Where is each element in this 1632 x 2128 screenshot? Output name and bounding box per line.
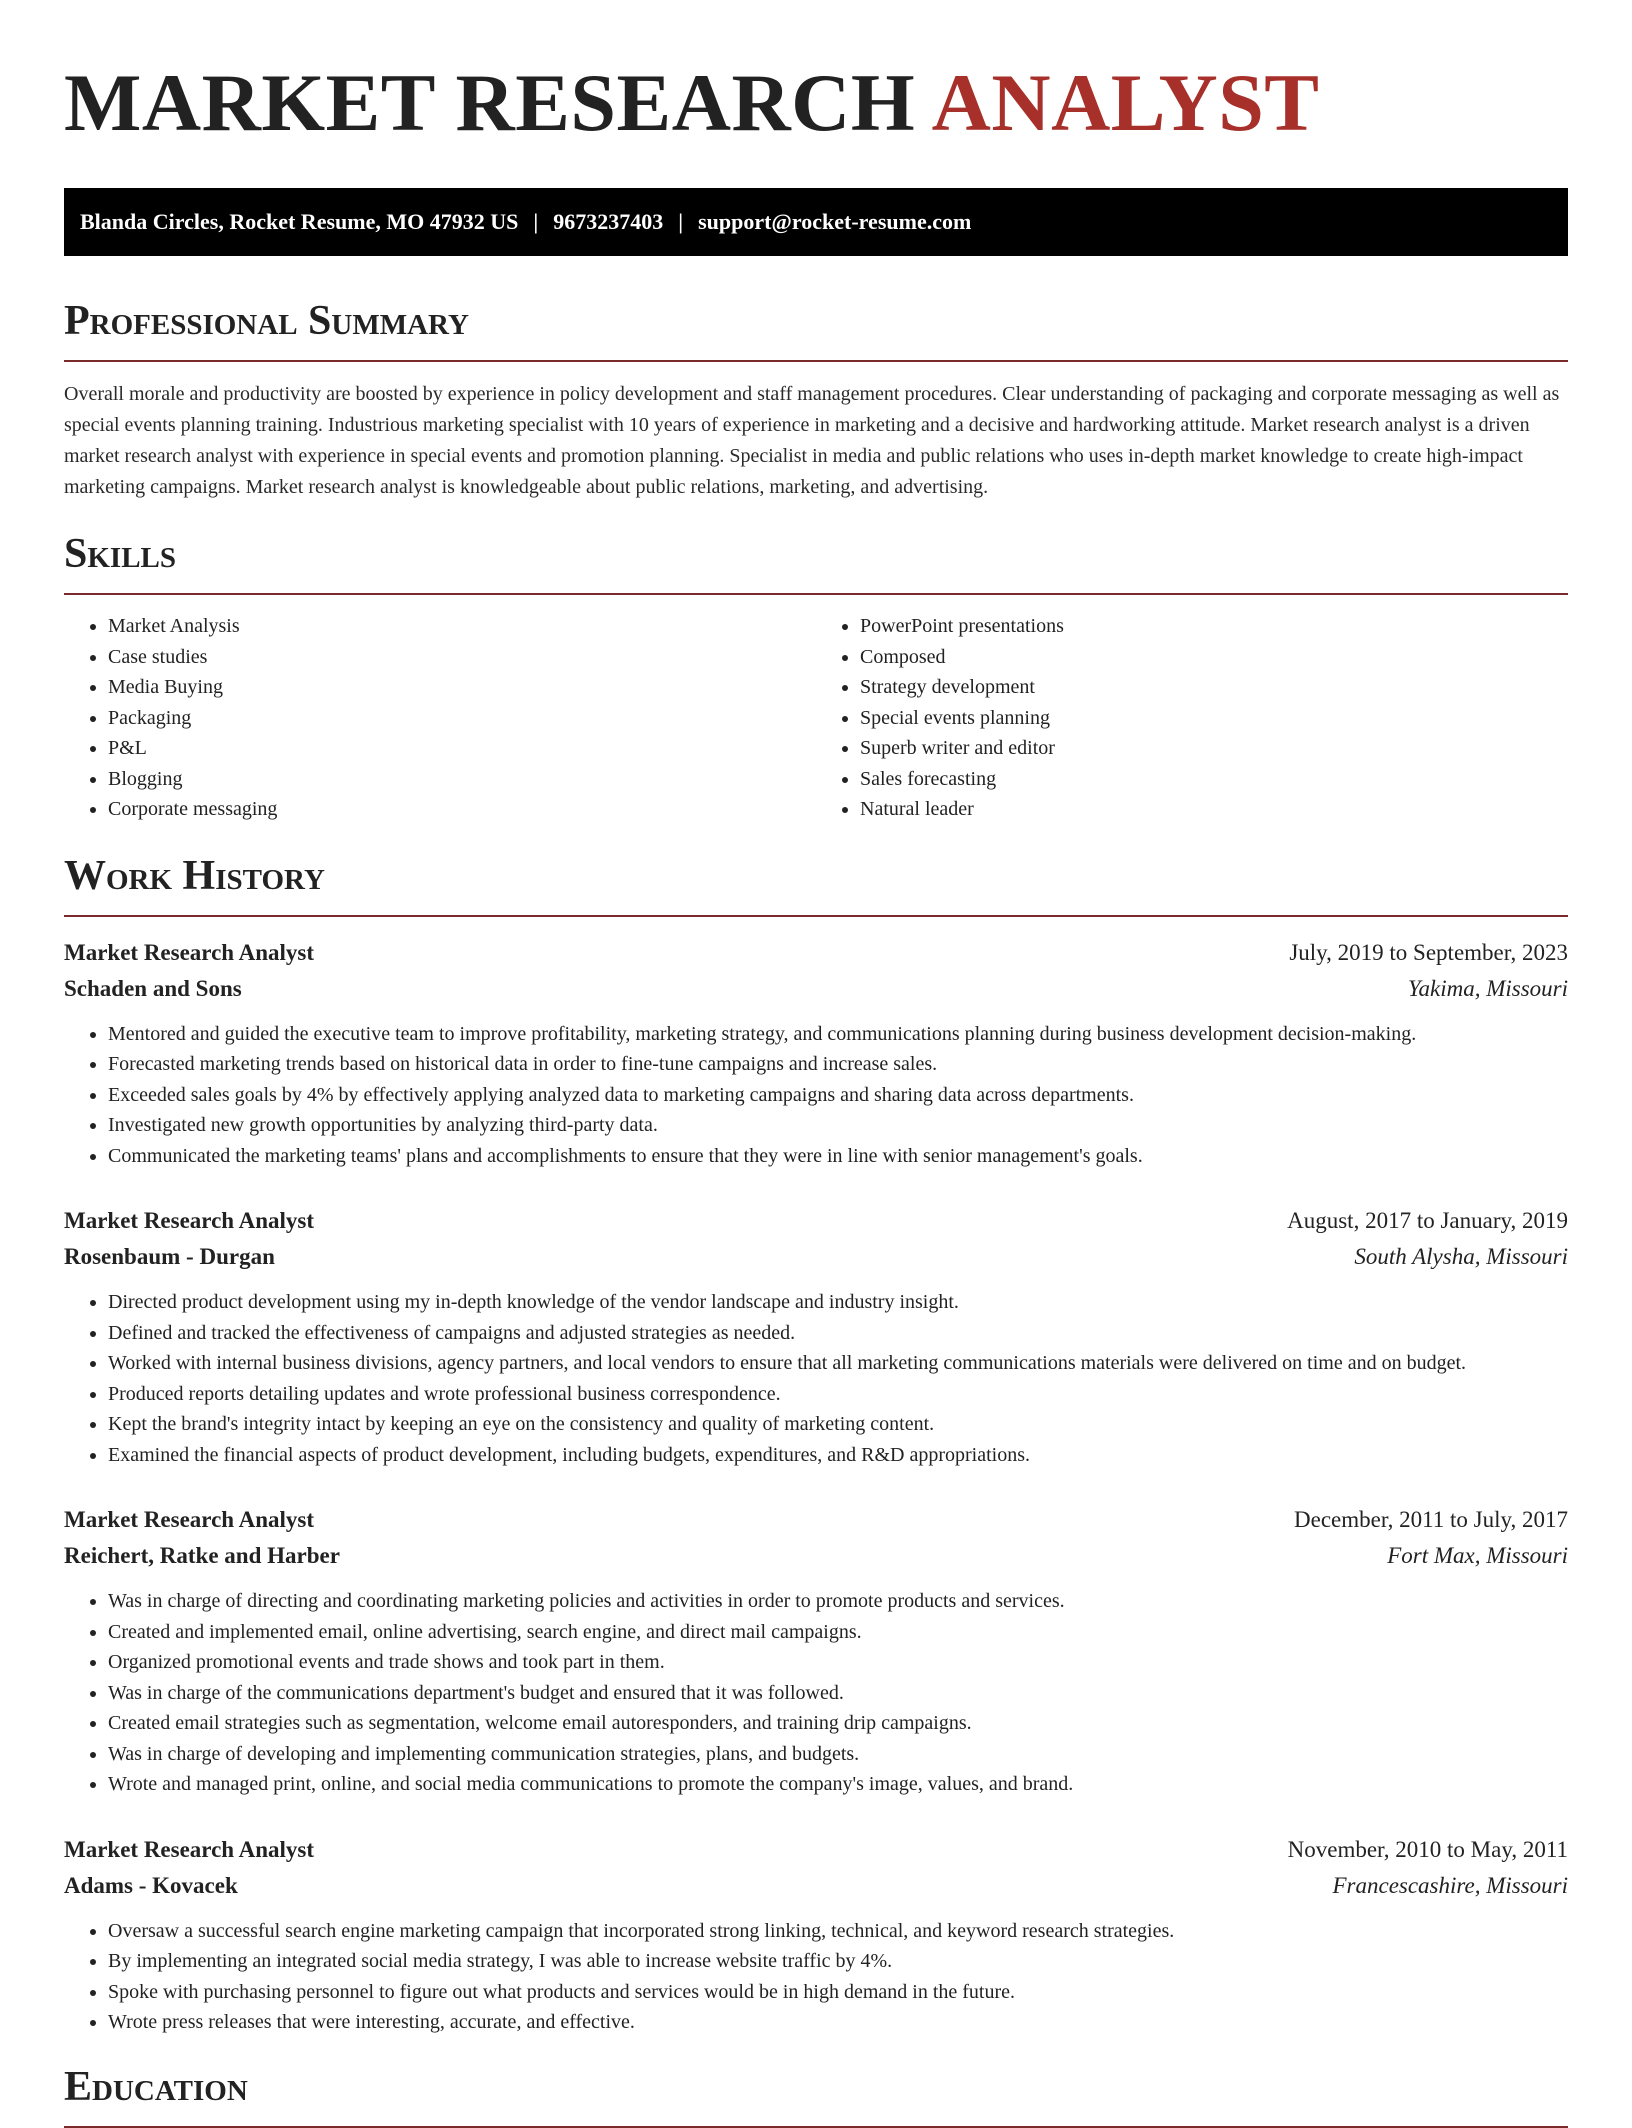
- section-heading-summary: Professional Summary: [64, 296, 1568, 362]
- job-bullet: • By implementing an integrated social media strategy, I was able to increase website traffic by 4%.: [108, 1946, 1568, 1977]
- job-bullet: • Worked with internal business divisions, agency partners, and local vendors to ensure that all marketing communications materials were delivered on time and on budget.: [108, 1348, 1568, 1379]
- job-bullet: • Was in charge of developing and implementing communication strategies, plans, and budgets.: [108, 1739, 1568, 1770]
- contact-phone: 9673237403: [553, 209, 664, 234]
- job-bullets: [64, 1586, 1568, 1800]
- job-dates: December, 2011 to July, 2017: [1294, 1507, 1568, 1532]
- skill-item: • Case studies: [108, 642, 816, 673]
- job-header-row: [64, 1203, 1568, 1239]
- skill-item: • Composed: [860, 642, 1568, 673]
- skill-item: • Media Buying: [108, 672, 816, 703]
- job-bullet: • Exceeded sales goals by 4% by effectively applying analyzed data to marketing campaigns and sharing data across departments.: [108, 1080, 1568, 1111]
- work-history-section: [64, 851, 1568, 2038]
- job-header-row: [64, 935, 1568, 971]
- skills-column-left: [64, 611, 816, 825]
- contact-separator: |: [678, 209, 684, 234]
- job-bullet: • Oversaw a successful search engine marketing campaign that incorporated strong linking, technical, and keyword research strategies.: [108, 1916, 1568, 1947]
- job-subheader-row: [64, 971, 1568, 1007]
- skill-item: • Superb writer and editor: [860, 733, 1568, 764]
- skill-item: • Strategy development: [860, 672, 1568, 703]
- job-bullet: • Defined and tracked the effectiveness of campaigns and adjusted strategies as needed.: [108, 1318, 1568, 1349]
- job-company: Rosenbaum - Durgan: [64, 1244, 275, 1269]
- job-title: Market Research Analyst: [64, 1208, 314, 1233]
- skill-item: • Market Analysis: [108, 611, 816, 642]
- job-title: Market Research Analyst: [64, 1836, 314, 1862]
- job-bullets: [64, 1019, 1568, 1172]
- job-header-row: [64, 1502, 1568, 1538]
- job-bullet: • Produced reports detailing updates and wrote professional business correspondence.: [108, 1379, 1568, 1410]
- job-company: Schaden and Sons: [64, 975, 242, 1001]
- name-last: ANALYST: [931, 57, 1320, 148]
- job-bullet: • Examined the financial aspects of product development, including budgets, expenditures, and R&D appropriations.: [108, 1440, 1568, 1471]
- job-location: Francescashire, Missouri: [1332, 1872, 1568, 1898]
- job-entry: [64, 935, 1568, 1172]
- section-heading-skills: Skills: [64, 529, 1568, 595]
- skill-item: • PowerPoint presentations: [860, 611, 1568, 642]
- job-subheader-row: [64, 1868, 1568, 1904]
- contact-bar: [64, 188, 1568, 256]
- job-header-row: [64, 1832, 1568, 1868]
- job-subheader-row: [64, 1538, 1568, 1574]
- job-bullet: • Was in charge of the communications department's budget and ensured that it was followed.: [108, 1678, 1568, 1709]
- job-bullet: • Created and implemented email, online advertising, search engine, and direct mail campaigns.: [108, 1617, 1568, 1648]
- job-bullet: • Created email strategies such as segmentation, welcome email autoresponders, and training drip campaigns.: [108, 1708, 1568, 1739]
- job-bullet: • Investigated new growth opportunities by analyzing third-party data.: [108, 1110, 1568, 1141]
- summary-section: [64, 296, 1568, 503]
- summary-text: Overall morale and productivity are boosted by experience in policy development and staff management procedures. Clear understanding of packaging and corporate messaging as well as special events planning training. Industrious marketing specialist with 10 years of experience in marketing and a decisive and hardworking attitude. Market research analyst is a driven market research analyst with experience in special events and promotion planning. Specialist in media and public relations who uses in-depth market knowledge to create high-impact marketing campaigns. Market research analyst is knowledgeable about public relations, marketing, and advertising.: [64, 383, 1560, 498]
- job-bullet: • Organized promotional events and trade shows and took part in them.: [108, 1647, 1568, 1678]
- contact-address: Blanda Circles, Rocket Resume, MO 47932 US: [80, 209, 519, 234]
- skill-item: • Natural leader: [860, 794, 1568, 825]
- job-location: Fort Max, Missouri: [1387, 1543, 1568, 1568]
- job-title: Market Research Analyst: [64, 939, 314, 965]
- name-first: MARKET RESEARCH: [64, 57, 916, 148]
- job-company: Reichert, Ratke and Harber: [64, 1543, 340, 1568]
- skill-item: • Corporate messaging: [108, 794, 816, 825]
- job-entry: [64, 1203, 1568, 1470]
- section-heading-education: Education: [64, 2062, 1568, 2128]
- job-dates: August, 2017 to January, 2019: [1287, 1208, 1568, 1233]
- section-heading-work-history: Work History: [64, 851, 1568, 917]
- job-entry: [64, 1502, 1568, 1800]
- job-bullet: • Directed product development using my in-depth knowledge of the vendor landscape and industry insight.: [108, 1287, 1568, 1318]
- job-dates: July, 2019 to September, 2023: [1289, 939, 1568, 965]
- skill-item: • Blogging: [108, 764, 816, 795]
- job-bullet: • Communicated the marketing teams' plans and accomplishments to ensure that they were in line with senior management's goals.: [108, 1141, 1568, 1172]
- candidate-name: [64, 0, 1568, 148]
- job-bullet: • Wrote press releases that were interesting, accurate, and effective.: [108, 2007, 1568, 2038]
- skill-item: • P&L: [108, 733, 816, 764]
- job-dates: November, 2010 to May, 2011: [1287, 1836, 1568, 1862]
- job-bullet: • Mentored and guided the executive team to improve profitability, marketing strategy, and communications planning during business development decision-making.: [108, 1019, 1568, 1050]
- job-title: Market Research Analyst: [64, 1507, 314, 1532]
- job-bullet: • Kept the brand's integrity intact by keeping an eye on the consistency and quality of marketing content.: [108, 1409, 1568, 1440]
- contact-email: support@rocket-resume.com: [698, 209, 972, 234]
- job-location: Yakima, Missouri: [1407, 975, 1568, 1001]
- skill-item: • Special events planning: [860, 703, 1568, 734]
- job-company: Adams - Kovacek: [64, 1872, 238, 1898]
- skills-list: [64, 611, 1568, 825]
- job-bullet: • Forecasted marketing trends based on historical data in order to fine-tune campaigns and increase sales.: [108, 1049, 1568, 1080]
- job-bullet: • Wrote and managed print, online, and social media communications to promote the company's image, values, and brand.: [108, 1769, 1568, 1800]
- skill-item: • Packaging: [108, 703, 816, 734]
- job-bullet: • Spoke with purchasing personnel to figure out what products and services would be in high demand in the future.: [108, 1977, 1568, 2008]
- job-subheader-row: [64, 1239, 1568, 1275]
- skills-column-right: [816, 611, 1568, 825]
- education-section: [64, 2062, 1568, 2128]
- skills-section: [64, 529, 1568, 825]
- job-entry: [64, 1832, 1568, 2038]
- job-location: South Alysha, Missouri: [1354, 1244, 1568, 1269]
- job-bullet: • Was in charge of directing and coordinating marketing policies and activities in order to promote products and services.: [108, 1586, 1568, 1617]
- job-bullets: [64, 1287, 1568, 1470]
- job-bullets: [64, 1916, 1568, 2038]
- skill-item: • Sales forecasting: [860, 764, 1568, 795]
- contact-separator: |: [533, 209, 539, 234]
